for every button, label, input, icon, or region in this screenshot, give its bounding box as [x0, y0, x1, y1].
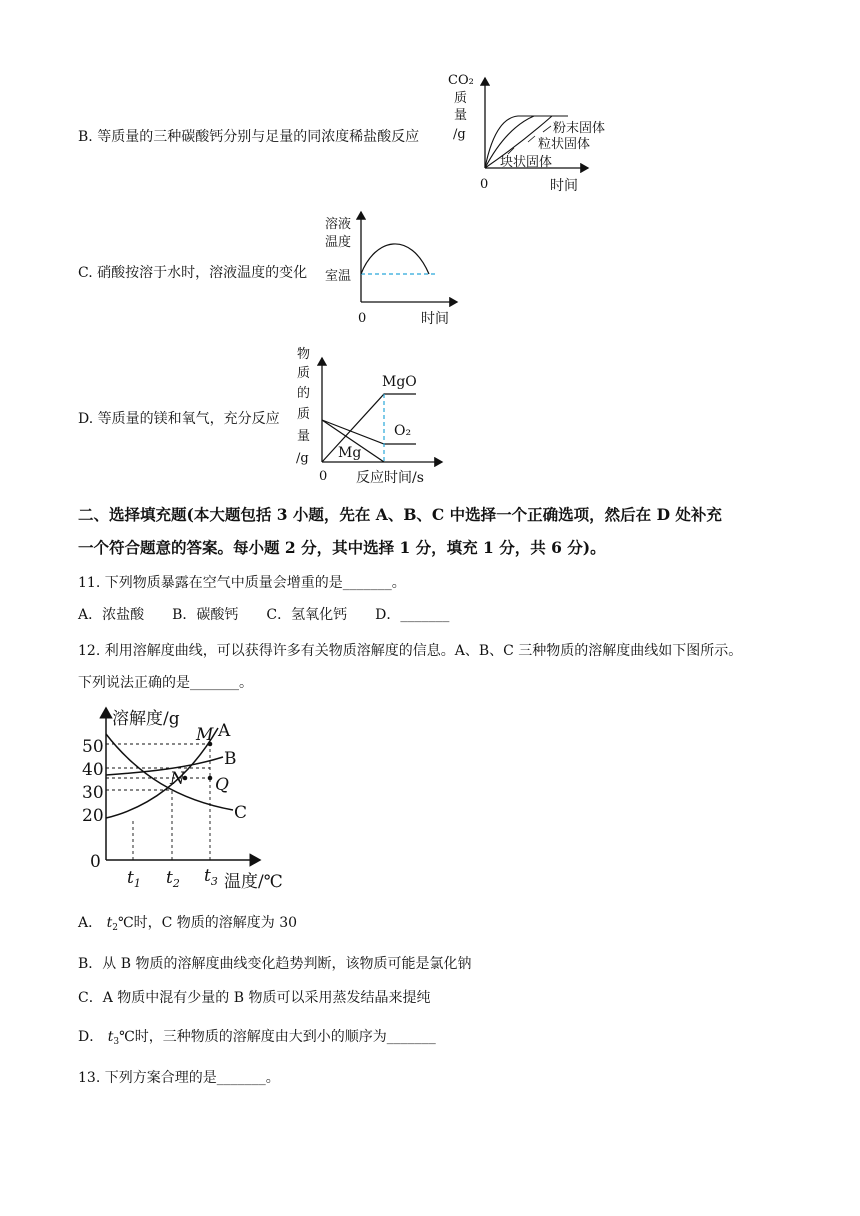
curve-label-o2: O₂ — [394, 423, 412, 439]
x-tick-t2: $t_2$ — [166, 868, 180, 890]
curve-label-powder: 粉末固体 — [553, 121, 606, 136]
curve-label-block: 块状固体 — [500, 155, 553, 170]
chart-b-xlabel: 时间 — [550, 178, 578, 194]
section2-heading-line2: 一个符合题意的答案。每小题 2 分，其中选择 1 分，填充 1 分，共 6 分)。 — [78, 538, 606, 557]
curve-label-granule: 粒状固体 — [538, 137, 591, 152]
q12-option-b: B．从 B 物质的溶解度曲线变化趋势判断，该物质可能是氯化钠 — [78, 956, 472, 972]
q12-option-a: A． $t_2℃$时，C 物质的溶解度为 30 — [78, 915, 298, 933]
temperature-curve — [361, 244, 429, 274]
chart-b-origin: 0 — [480, 177, 489, 192]
q12-stem-line2: 下列说法正确的是_______。 — [78, 675, 253, 691]
x-tick-t3: $t_3$ — [204, 866, 218, 888]
chart-d-origin: 0 — [319, 469, 328, 484]
curve-label-b: B — [224, 749, 237, 769]
curve-label-a: A — [218, 721, 231, 741]
q11-stem: 11. 下列物质暴露在空气中质量会增重的是_______。 — [78, 575, 406, 591]
q11-options: A．浓盐酸 B．碳酸钙 C．氢氧化钙 D．_______ — [78, 607, 450, 623]
chart-c-origin: 0 — [358, 311, 367, 326]
section2-heading-line1: 二、选择填充题(本大题包括 3 小题，先在 A、B、C 中选择一个正确选项，然后在 D 处补充 — [78, 505, 722, 524]
y-tick-20: 20 — [82, 806, 104, 826]
chart-b-ylabel-4: /g — [453, 127, 466, 142]
point-label-n: N — [170, 769, 185, 789]
x-tick-t1: $t_1$ — [127, 868, 141, 890]
y-tick-30: 30 — [82, 783, 104, 803]
solubility-x-title: 温度/℃ — [224, 872, 283, 892]
chart-d-ylabel-3: 的 — [297, 386, 311, 401]
chart-d-ylabel-4: 质 — [297, 407, 311, 422]
q12-option-d: D． $t_3℃$时，三种物质的溶解度由大到小的顺序为_______ — [78, 1029, 436, 1047]
y-tick-40: 40 — [82, 760, 104, 780]
curve-b — [106, 757, 223, 775]
chart-d-ylabel-5: 量 — [297, 429, 311, 444]
q10-option-c-text: C. 硝酸按溶于水时，溶液温度的变化 — [78, 265, 308, 281]
curve-label-c: C — [234, 803, 248, 823]
y-tick-0: 0 — [90, 852, 101, 872]
chart-c-xlabel: 时间 — [421, 311, 449, 327]
q10-option-b-text: B. 等质量的三种碳酸钙分别与足量的同浓度稀盐酸反应 — [78, 129, 420, 145]
chart-c-ylabel-1: 溶液 — [325, 217, 352, 232]
q10-option-d-text: D. 等质量的镁和氧气，充分反应 — [78, 411, 280, 427]
q12-stem-line1: 12. 利用溶解度曲线，可以获得许多有关物质溶解度的信息。A、B、C 三种物质的溶解度曲线如下图所示。 — [78, 643, 743, 659]
chart-c-ylabel-2: 温度 — [325, 235, 352, 250]
curve-label-mgo: MgO — [382, 374, 417, 390]
chart-d-ylabel-2: 质 — [297, 366, 311, 381]
chart-d-ylabel-1: 物 — [297, 347, 311, 362]
chart-b-ylabel-3: 量 — [454, 108, 468, 123]
q10-option-d-chart — [292, 342, 492, 486]
chart-b-ylabel-1: CO₂ — [448, 73, 474, 88]
y-tick-50: 50 — [82, 737, 104, 757]
point-q — [208, 776, 213, 781]
q10-option-b-chart — [440, 66, 620, 196]
q10-option-c-chart — [325, 208, 475, 328]
point-label-m: M — [196, 725, 214, 745]
chart-d-xlabel: 反应时间/s — [356, 470, 424, 486]
solubility-y-title: 溶解度/g — [112, 709, 180, 729]
chart-d-ylabel-6: /g — [296, 451, 309, 466]
q12-solubility-chart — [78, 700, 318, 900]
point-label-q: Q — [215, 775, 229, 795]
chart-b-ylabel-2: 质 — [454, 91, 468, 106]
q13-stem: 13. 下列方案合理的是_______。 — [78, 1070, 280, 1086]
chart-c-room-temp: 室温 — [325, 269, 352, 284]
curve-label-mg: Mg — [338, 445, 362, 461]
q12-option-c: C．A 物质中混有少量的 B 物质可以采用蒸发结晶来提纯 — [78, 990, 431, 1006]
